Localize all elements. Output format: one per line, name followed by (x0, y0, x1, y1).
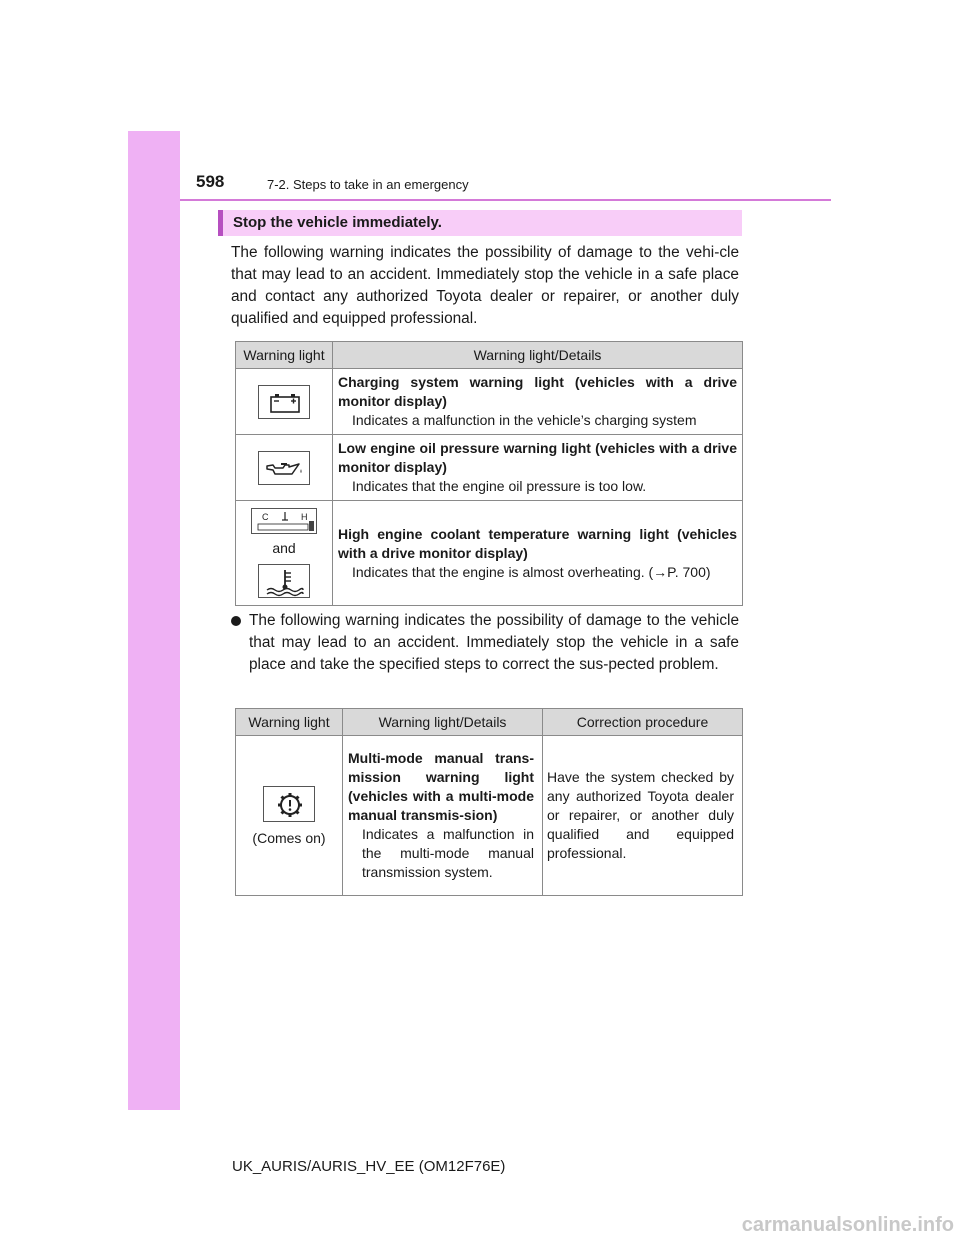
icon-cell (236, 369, 333, 435)
oil-can-icon (258, 451, 310, 485)
table-row (236, 369, 743, 435)
warning-description: Indicates a malfunction in the multi-mode manual transmission system. (362, 826, 534, 880)
detail-cell (333, 435, 743, 501)
gauge-label-cold: C (262, 512, 269, 522)
icon-cell (236, 736, 343, 896)
table-header-row (236, 709, 743, 736)
table-row (236, 435, 743, 501)
warning-description: Indicates that the engine oil pressure is too low. (352, 478, 647, 494)
icon-joiner-text: and (272, 540, 296, 556)
section-heading-text: Stop the vehicle immediately. (233, 214, 442, 231)
icon-cell (236, 435, 333, 501)
watermark: carmanualsonline.info (741, 1214, 954, 1236)
column-header-details: Warning light/Details (343, 709, 543, 736)
gauge-label-hot: H (301, 512, 308, 522)
battery-icon (258, 385, 310, 419)
warning-title: Multi-mode manual trans-mission warning light (vehicles with a multi-mode manual transmis-sion) (348, 750, 534, 823)
warning-title: Low engine oil pressure warning light (vehicles with a drive monitor display) (338, 440, 737, 475)
correction-cell: Have the system checked by any authorized Toyota dealer or repairer, or another duly qualified and equipped professional. (543, 736, 743, 896)
intro-paragraph: The following warning indicates the possibility of damage to the vehi-cle that may lead to an accident. Immediately stop the vehicle in a safe place and contact any authorized Toyota dealer or repairer, or another duly qualified and equipped professional. (231, 244, 739, 327)
detail-cell (333, 501, 743, 606)
table-row (236, 501, 743, 606)
table-row (236, 736, 743, 896)
column-header-details: Warning light/Details (333, 342, 743, 369)
bullet-paragraph: The following warning indicates the possibility of damage to the vehicle that may lead to an accident. Immediately stop the vehicle in a safe place and take the specified steps to correct the sus-pected problem. (249, 612, 739, 673)
page-number: 598 (196, 172, 225, 191)
warning-description: Indicates that the engine is almost overheating. (→P. 700) (352, 563, 711, 580)
icon-cell (236, 501, 333, 606)
coolant-temperature-icon (258, 564, 310, 598)
column-header-correction: Correction procedure (543, 709, 743, 736)
transmission-warning-table (235, 708, 743, 896)
bullet-icon (231, 616, 241, 626)
gear-exclamation-icon (263, 786, 315, 822)
table-header-row (236, 342, 743, 369)
section-title: 7-2. Steps to take in an emergency (267, 177, 469, 192)
chapter-sidebar-tab (128, 131, 180, 1110)
column-header-warning-light: Warning light (236, 709, 343, 736)
footer-text: UK_AURIS/AURIS_HV_EE (OM12F76E) (232, 1158, 506, 1175)
icon-caption: (Comes on) (252, 829, 326, 846)
section-heading (218, 210, 742, 236)
warning-description: Indicates a malfunction in the vehicle’s charging system (352, 412, 697, 428)
warning-title: Charging system warning light (vehicles with a drive monitor display) (338, 374, 737, 409)
detail-cell (333, 369, 743, 435)
coolant-gauge-icon (251, 508, 317, 534)
warning-title: High engine coolant temperature warning light (vehicles with a drive monitor display) (338, 525, 737, 561)
column-header-warning-light: Warning light (236, 342, 333, 369)
detail-cell (343, 736, 543, 896)
warning-light-table (235, 341, 743, 606)
header-divider (180, 199, 831, 201)
